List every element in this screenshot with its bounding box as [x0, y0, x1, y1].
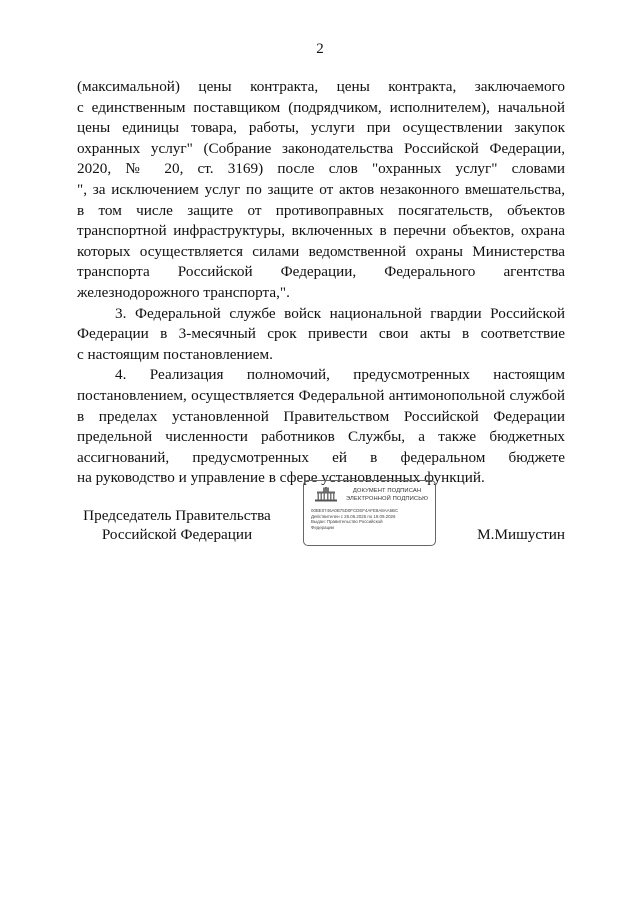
stamp-title [340, 488, 434, 503]
signer-name: М.Мишустин [477, 526, 565, 543]
body-line: Федерации в 3-месячный срок привести свои акты в соответствие [77, 325, 565, 343]
body-line: (максимальной) цены контракта, цены контракта, заключаемого [77, 78, 565, 95]
stamp-issuer: Федерации [311, 524, 334, 530]
body-line: с единственным поставщиком (подрядчиком, исполнителем), начальной [77, 98, 565, 116]
body-line: на руководство и управление в сфере установленных функций. [77, 469, 485, 487]
body-line: предельной численности работников Службы, а также бюджетных [77, 428, 565, 446]
signatory-position [77, 506, 277, 544]
signatory-position-line: Российской Федерации [101, 526, 253, 543]
stamp-validity: Действителен с 26.06.2025 по 19.09.2026 [311, 513, 396, 519]
body-line: ", за исключением услуг по защите от актов незаконного вмешательства, [77, 180, 565, 198]
document-body [77, 77, 565, 489]
government-building-emblem-icon [314, 487, 338, 502]
stamp-details [311, 508, 433, 530]
body-line: ассигнований, предусмотренных ей в федеральном бюджете [77, 448, 565, 466]
signatory-position-line: Председатель Правительства [83, 507, 271, 524]
stamp-title-line: ЭЛЕКТРОННОЙ ПОДПИСЬЮ [345, 495, 429, 502]
stamp-certificate: 00BE0746A0B75D0FCDEF4AFE8A8AA5BC [311, 508, 399, 513]
body-line: железнодорожного транспорта,". [77, 283, 290, 301]
page-number: 2 [316, 41, 324, 57]
paragraph-3-start: 3. Федеральной службе войск национальной гвардии Российской [115, 304, 565, 322]
stamp-title-line: ДОКУМЕНТ ПОДПИСАН [352, 488, 422, 494]
stamp-issuer: Выдан: Правительство Российской [311, 519, 383, 525]
electronic-signature-stamp [303, 480, 436, 546]
body-line: транспорта Российской Федерации, Федерального агентства [77, 263, 565, 281]
body-line: с настоящим постановлением. [77, 345, 273, 363]
body-line: постановлением, осуществляется Федеральной антимонопольной службой [77, 386, 565, 404]
body-line: в том числе защите от противоправных посягательств, объектов [77, 201, 565, 219]
body-line: в пределах установленной Правительством Российской Федерации [77, 407, 565, 425]
body-line: охранных услуг" (Собрание законодательства Российской Федерации, [77, 139, 565, 157]
body-line: цены единицы товара, работы, услуги при осуществлении закупок [77, 119, 565, 137]
body-line: которых осуществляется силами ведомственной охраны Министерства [77, 242, 565, 260]
body-line: транспортной инфраструктуры, включенных в перечни объектов, охрана [77, 222, 565, 240]
body-line: 2020, № 20, ст. 3169) после слов "охранных услуг" словами [77, 160, 565, 178]
paragraph-4-start: 4. Реализация полномочий, предусмотренных настоящим [115, 366, 565, 384]
